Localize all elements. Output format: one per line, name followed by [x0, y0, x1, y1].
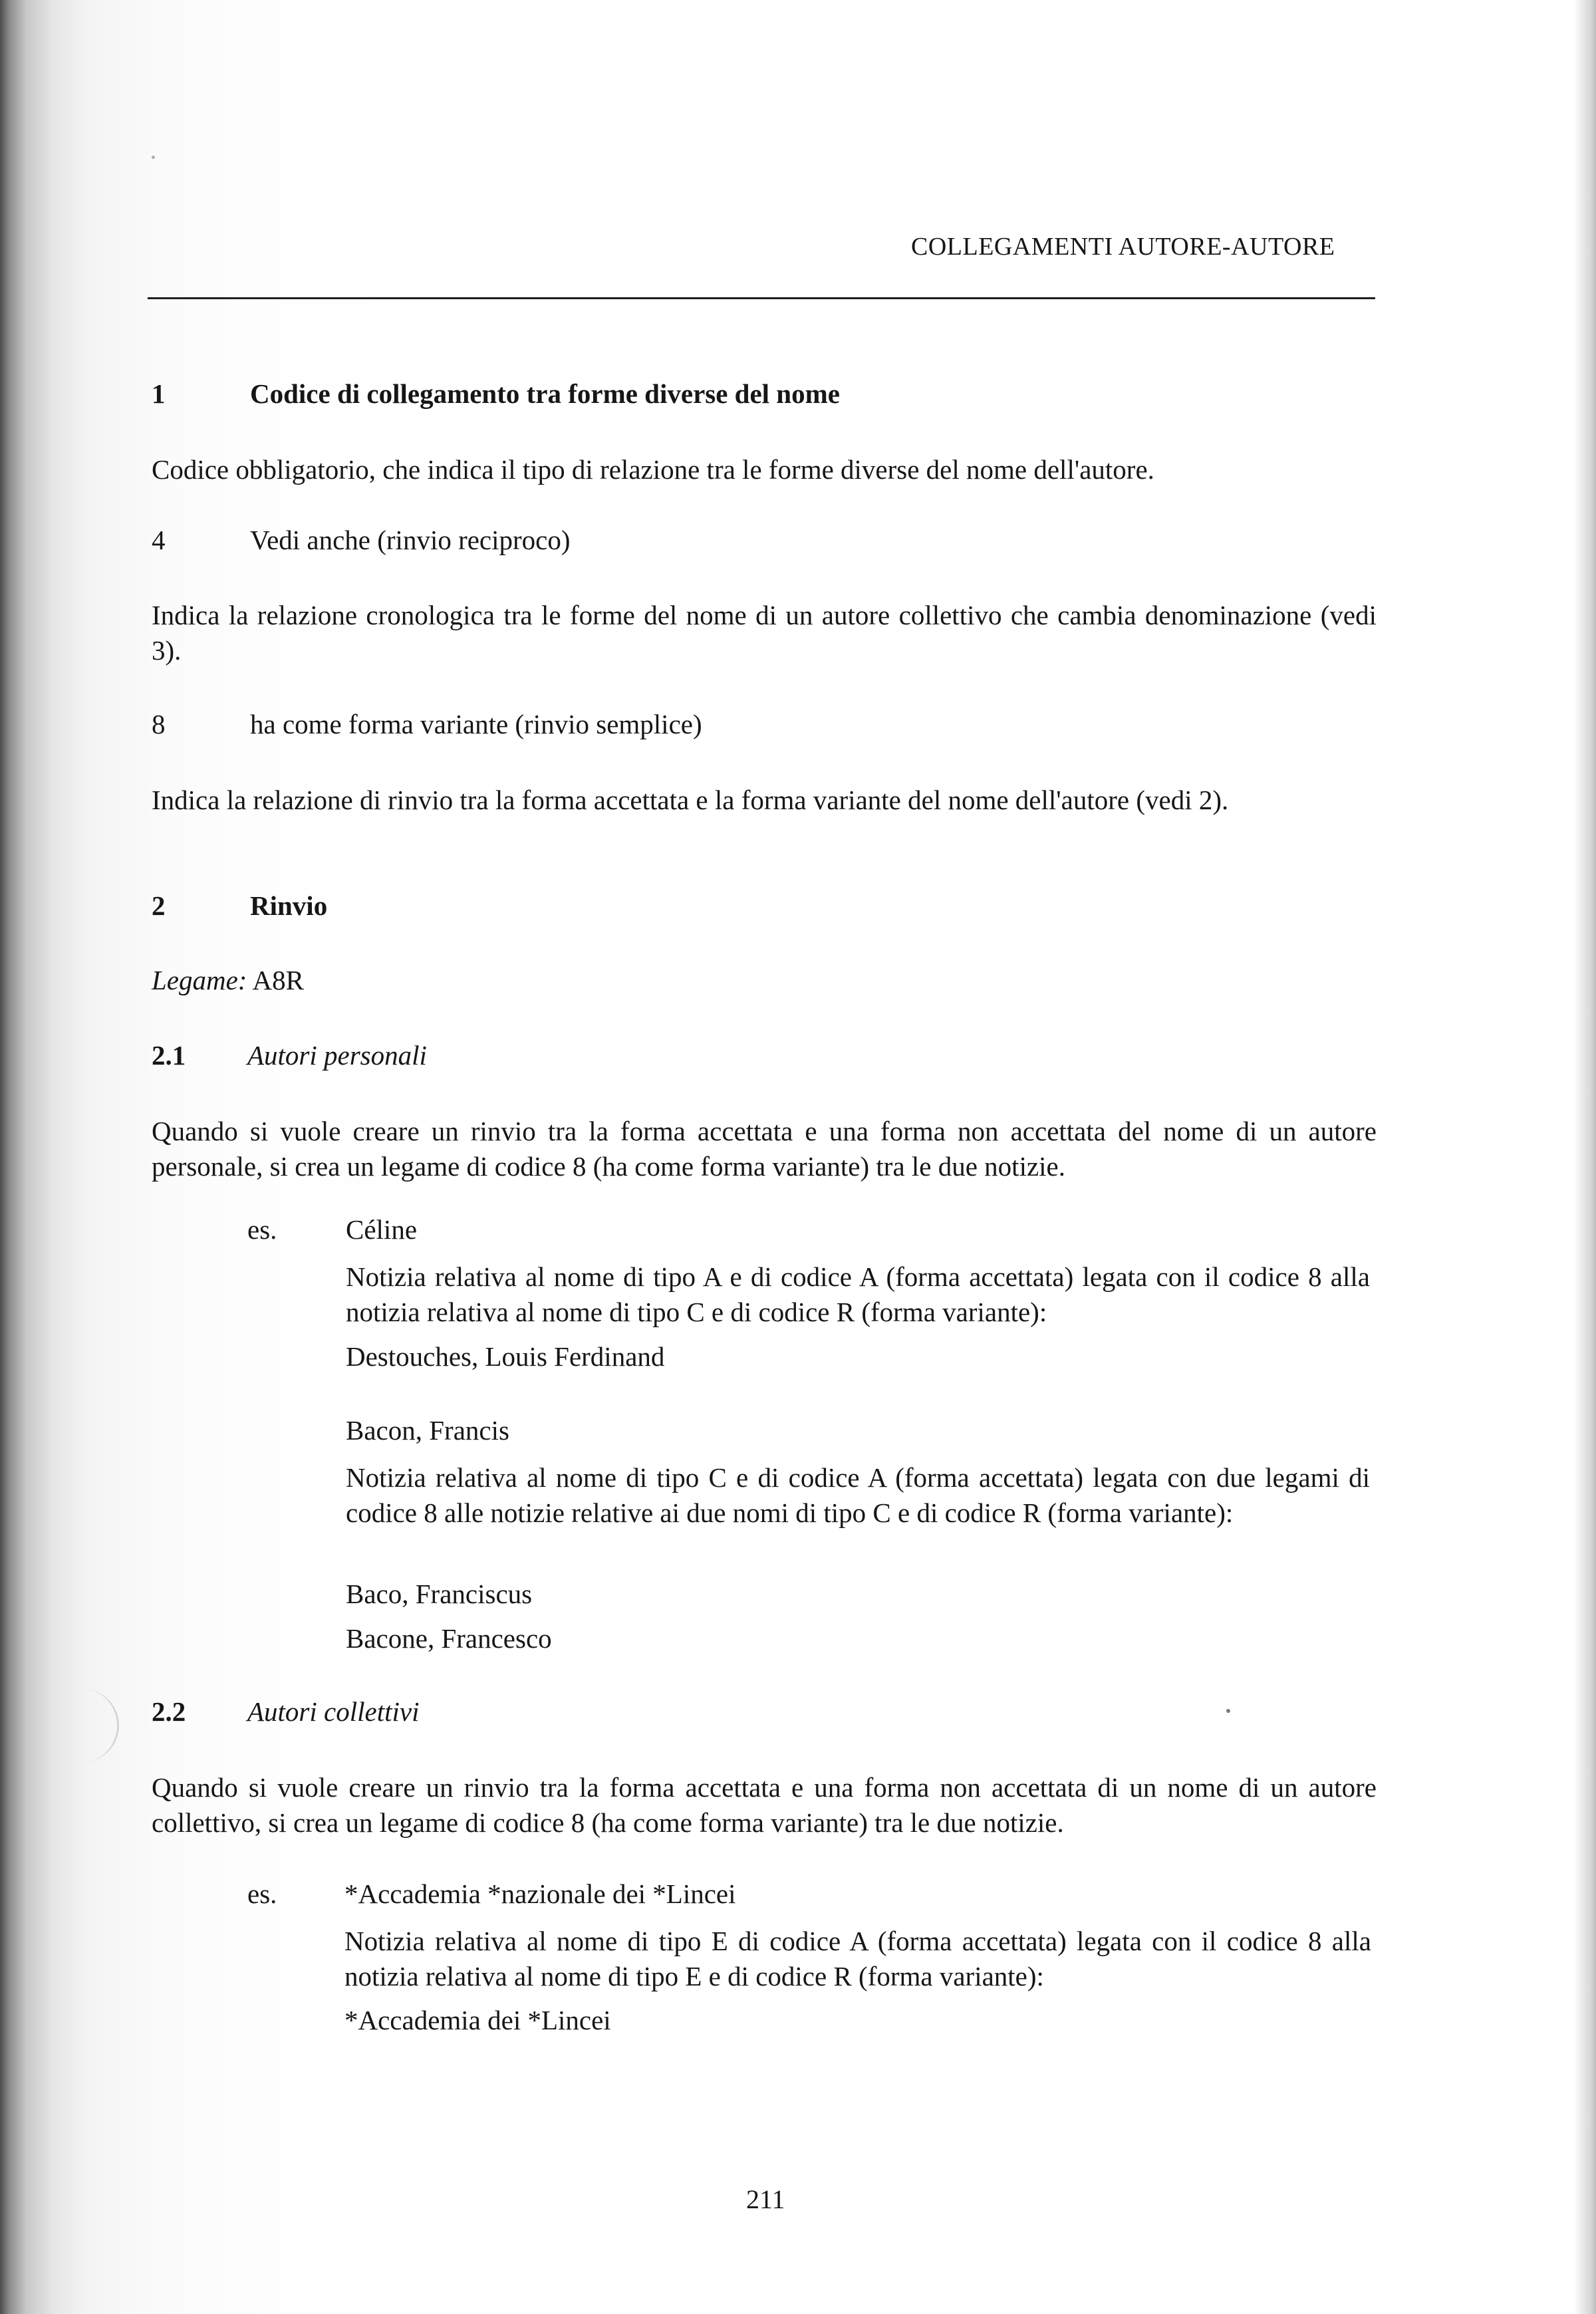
subsection-2-2-number: 2.2	[152, 1696, 186, 1727]
example-note: Notizia relativa al nome di tipo C e di codice A (forma accettata) legata con due legami di codice 8 alle notizie relative ai due nomi di tipo C e di codice R (forma variante):	[346, 1462, 1370, 1528]
example-variant: Baco, Franciscus	[346, 1579, 533, 1609]
running-header: COLLEGAMENTI AUTORE-AUTORE	[911, 233, 1335, 261]
code-8-text: Indica la relazione di rinvio tra la forma accettata e la forma variante del nome dell'autore (vedi 2).	[152, 785, 1229, 815]
section-1-title: Codice di collegamento tra forme diverse del nome	[250, 378, 840, 409]
scan-speck	[152, 156, 155, 159]
code-8-label: ha come forma variante (rinvio semplice)	[250, 709, 702, 739]
page-fold-shadow	[70, 1689, 119, 1762]
section-2-number: 2	[152, 890, 166, 921]
example-variant: Bacone, Francesco	[346, 1623, 552, 1654]
example-variant: Destouches, Louis Ferdinand	[346, 1341, 665, 1372]
code-4-text: Indica la relazione cronologica tra le forme del nome di un autore collettivo che cambia denominazione (vedi 3).	[152, 600, 1377, 666]
code-8-number: 8	[152, 709, 166, 739]
subsection-2-1-number: 2.1	[152, 1040, 186, 1071]
legame-value: A8R	[252, 965, 304, 995]
example-heading: *Accademia *nazionale dei *Lincei	[344, 1878, 736, 1909]
example-variant: *Accademia dei *Lincei	[344, 2005, 611, 2035]
section-1-number: 1	[152, 378, 166, 409]
example-heading: Céline	[346, 1214, 418, 1245]
legame-line	[152, 963, 304, 997]
code-4-label: Vedi anche (rinvio reciproco)	[250, 525, 571, 555]
code-4-number: 4	[152, 525, 166, 555]
legame-label: Legame:	[152, 965, 247, 995]
example-note: Notizia relativa al nome di tipo E di codice A (forma accettata) legata con il codice 8 alla notizia relativa al nome di tipo E e di codice R (forma variante):	[344, 1926, 1371, 1992]
section-2-title: Rinvio	[250, 890, 328, 921]
subsection-2-1-text: Quando si vuole creare un rinvio tra la forma accettata e una forma non accettata del nome di un autore personale, si crea un legame di codice 8 (ha come forma variante) tra le due notizie.	[152, 1116, 1377, 1182]
example-label: es.	[247, 1214, 277, 1245]
subsection-2-2-text: Quando si vuole creare un rinvio tra la forma accettata e una forma non accettata di un nome di un autore collettivo, si crea un legame di codice 8 (ha come forma variante) tra le due notizie.	[152, 1772, 1377, 1838]
subsection-2-2-title: Autori collettivi	[247, 1696, 420, 1727]
subsection-2-1-title: Autori personali	[247, 1040, 427, 1071]
example-note: Notizia relativa al nome di tipo A e di codice A (forma accettata) legata con il codice 8 alla notizia relativa al nome di tipo C e di codice R (forma variante):	[346, 1261, 1370, 1327]
scan-speck	[1226, 1709, 1230, 1713]
page-number: 211	[746, 2184, 785, 2214]
example-heading: Bacon, Francis	[346, 1415, 509, 1446]
example-label: es.	[247, 1878, 277, 1909]
section-1-text: Codice obbligatorio, che indica il tipo di relazione tra le forme diverse del nome dell'autore.	[152, 454, 1154, 485]
header-rule	[148, 297, 1375, 299]
